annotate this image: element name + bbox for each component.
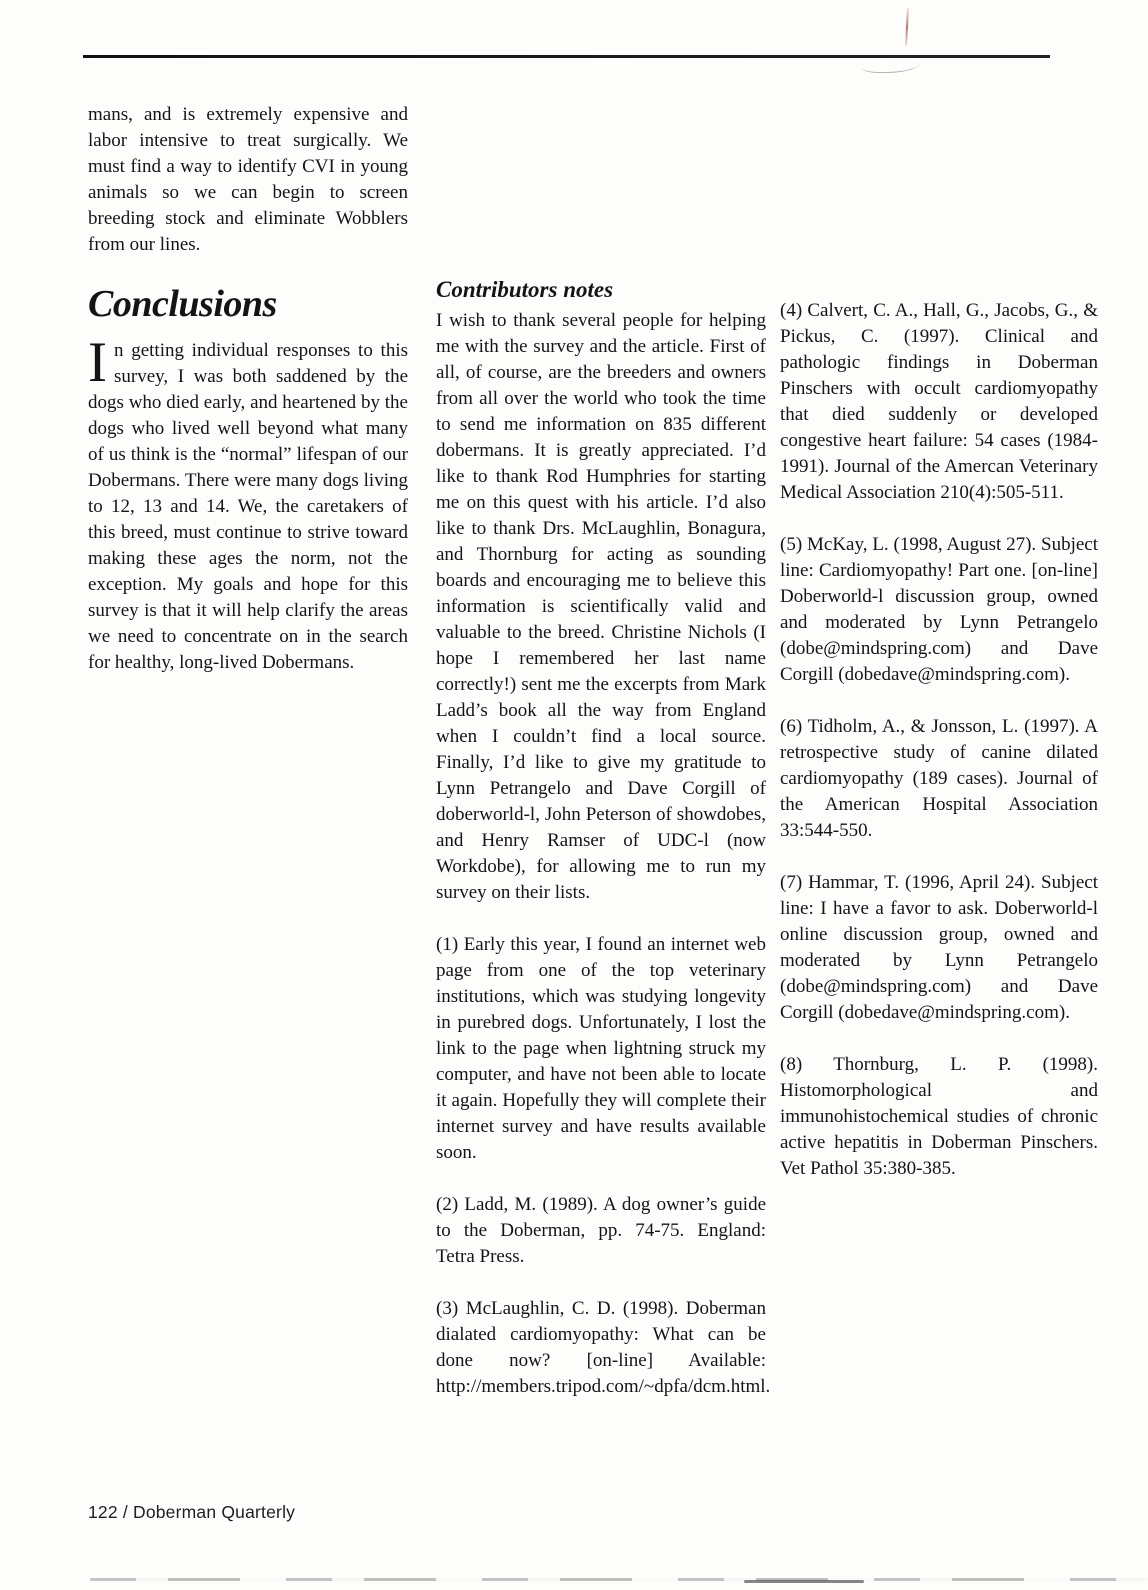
bottom-scan-edge: [90, 1578, 1148, 1581]
right-column: [780, 298, 1098, 1208]
conclusion-paragraph: [88, 331, 408, 676]
scan-artifact-red-hair: [905, 8, 909, 46]
reference-item-7: (7) Hammar, T. (1996, April 24). Subject line: I have a favor to ask. Doberworld-l online discussion group, owned and moderated by Lynn Petrangelo (dobe@mindspring.com) and Dave Corgill (dobedave@mindspring.com).: [780, 872, 1098, 1023]
reference-item-3: (3) McLaughlin, C. D. (1998). Doberman dialated cardiomyopathy: What can be done now? [on-line] Available: http://members.tripod.com/~dpfa/dcm.html.: [436, 1298, 771, 1397]
reference-item-8: (8) Thornburg, L. P. (1998). Histomorphological and immunohistochemical studies of chronic active hepatitis in Doberman Pinschers. Vet Pathol 35:380-385.: [780, 1054, 1098, 1179]
acknowledgements-paragraph: I wish to thank several people for helping me with the survey and the article. First of all, of course, are the breeders and owners from all over the world who took the time to send me information on 835 different dobermans. It is greatly appreciated. I’d like to thank Rod Humphries for starting me on this quest with his article. I’d also like to thank Drs. McLaughlin, Bonagura, and Thornburg for acting as sounding boards and encouraging me to believe this information is scientifically valid and valuable to the breed. Christine Nichols (I hope I remembered her last name correctly!) sent me the excerpts from Mark Ladd’s book all the way from England when I couldn’t find a local source. Finally, I’d like to give my gratitude to Lynn Petrangelo and Dave Corgill of doberworld-l, John Peterson of showdobes, and Henry Ramser of UDC-l (now Workdobe), for allowing me to run my survey on their lists.: [436, 310, 766, 903]
scan-artifact-gray-hair: [862, 56, 920, 73]
page-footer: 122 / Doberman Quarterly: [88, 1502, 296, 1522]
contributors-notes-heading: Contributors notes: [436, 277, 614, 302]
reference-item-2: (2) Ladd, M. (1989). A dog owner’s guide to the Doberman, pp. 74-75. England: Tetra Press.: [436, 1194, 766, 1267]
reference-item-5: (5) McKay, L. (1998, August 27). Subject line: Cardiomyopathy! Part one. [on-line] Doberworld-l discussion group, owned and moderated by Lynn Petrangelo (dobe@mindspring.com) and Dave Corgill (dobedave@mindspring.com).: [780, 534, 1098, 685]
conclusion-paragraph-text: n getting individual responses to this survey, I was both saddened by the dogs who died early, and heartened by the dogs who lived well beyond what many of us think is the “normal” lifespan of our Dobermans. There were many dogs living to 12, 13 and 14. We, the caretakers of this breed, must continue to strive toward making these ages the norm, not the exception. My goals and hope for this survey is that it will help clarify the areas we need to concentrate on in the search for healthy, long-lived Dobermans.: [88, 340, 408, 673]
left-column: [88, 102, 408, 702]
reference-item-6: (6) Tidholm, A., & Jonsson, L. (1997). A retrospective study of canine dilated cardiomyopathy (189 cases). Journal of the American Hospital Association 33:544-550.: [780, 716, 1098, 841]
conclusions-heading: Conclusions: [88, 283, 277, 325]
middle-column: [436, 276, 771, 1426]
intro-paragraph: mans, and is extremely expensive and labor intensive to treat surgically. We must find a way to identify CVI in young animals so we can begin to screen breeding stock and eliminate Wobblers from our lines.: [88, 104, 408, 255]
reference-item-4: (4) Calvert, C. A., Hall, G., Jacobs, G., & Pickus, C. (1997). Clinical and pathologic findings in Doberman Pinschers with occult cardiomyopathy that died suddenly or developed congestive heart failure: 54 cases (1984-1991). Journal of the Amercan Veterinary Medical Association 210(4):505-511.: [780, 300, 1098, 503]
reference-item-1: (1) Early this year, I found an internet web page from one of the top veterinary institutions, which was studying longevity in purebred dogs. Unfortunately, I lost the link to the page when lightning struck my computer, and have not been able to locate it again. Hopefully they will complete their internet survey and have results available soon.: [436, 934, 766, 1163]
dropcap-letter: I: [88, 331, 107, 394]
bottom-scan-edge-dark: [744, 1580, 864, 1583]
